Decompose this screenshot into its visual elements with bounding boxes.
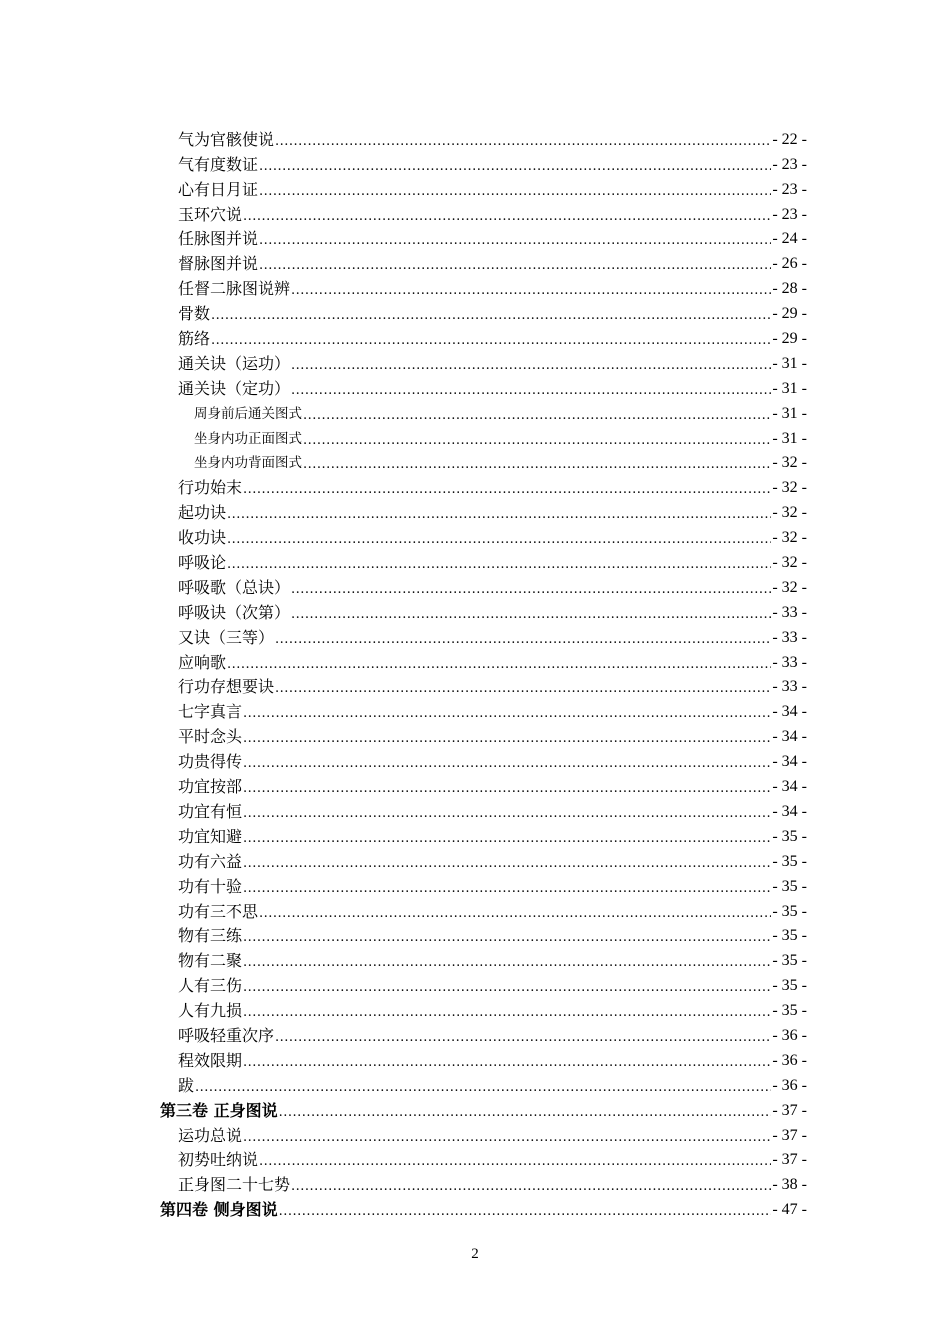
toc-entry-page: - 47 -: [772, 1201, 807, 1219]
toc-entry-title: 任督二脉图说辨: [178, 279, 291, 299]
toc-entry-title: 功贵得传: [178, 752, 243, 772]
dot-leader: [227, 508, 771, 522]
toc-entry-page: - 31 -: [772, 379, 807, 397]
toc-entry-page: - 35 -: [772, 902, 807, 920]
dot-leader: [243, 832, 771, 846]
toc-entry-title: 第四卷 侧身图说: [160, 1200, 278, 1220]
toc-entry-page: - 36 -: [772, 1026, 807, 1044]
toc-entry[interactable]: [160, 696, 807, 721]
toc-entry[interactable]: [160, 597, 807, 622]
dot-leader: [211, 334, 771, 348]
toc-entry-title: 跋: [178, 1075, 195, 1095]
toc-entry-title: 功有六益: [178, 851, 243, 871]
toc-entry-page: - 33 -: [772, 628, 807, 646]
toc-entry-page: - 32 -: [772, 578, 807, 596]
toc-entry[interactable]: [160, 1145, 807, 1170]
toc-entry-page: - 35 -: [772, 977, 807, 995]
dot-leader: [303, 434, 771, 448]
dot-leader: [259, 185, 771, 199]
toc-entry-title: 功有三不思: [178, 901, 259, 921]
toc-entry[interactable]: [160, 124, 807, 149]
dot-leader: [227, 558, 771, 572]
toc-entry[interactable]: [160, 945, 807, 970]
dot-leader: [259, 234, 771, 248]
toc-entry-page: - 22 -: [772, 130, 807, 148]
toc-entry[interactable]: [160, 796, 807, 821]
dot-leader: [243, 857, 771, 871]
toc-entry-page: - 34 -: [772, 728, 807, 746]
toc-entry-page: - 35 -: [772, 952, 807, 970]
toc-entry-title: 程效限期: [178, 1050, 243, 1070]
toc-entry-page: - 34 -: [772, 802, 807, 820]
toc-subsection-entry[interactable]: [160, 423, 807, 448]
toc-entry[interactable]: [160, 373, 807, 398]
toc-entry-title: 行功始末: [178, 478, 243, 498]
toc-entry-title: 人有九损: [178, 1001, 243, 1021]
dot-leader: [275, 135, 771, 149]
toc-entry-page: - 32 -: [772, 554, 807, 572]
toc-entry-page: - 32 -: [772, 479, 807, 497]
toc-entry-title: 筋络: [178, 329, 211, 349]
toc-entry-page: - 33 -: [772, 678, 807, 696]
toc-entry[interactable]: [160, 970, 807, 995]
toc-entry-page: - 31 -: [772, 404, 807, 422]
dot-leader: [243, 807, 771, 821]
table-of-contents: [160, 124, 807, 1219]
toc-entry[interactable]: [160, 547, 807, 572]
toc-entry-title: 物有二聚: [178, 951, 243, 971]
dot-leader: [243, 707, 771, 721]
dot-leader: [291, 583, 771, 597]
toc-entry-page: - 26 -: [772, 255, 807, 273]
dot-leader: [195, 1081, 771, 1095]
toc-entry-title: 初势吐纳说: [178, 1150, 259, 1170]
toc-entry-title: 呼吸轻重次序: [178, 1025, 275, 1045]
toc-entry-title: 行功存想要诀: [178, 677, 275, 697]
toc-entry-title: 功宜按部: [178, 777, 243, 797]
toc-entry[interactable]: [160, 149, 807, 174]
toc-entry[interactable]: [160, 1169, 807, 1194]
toc-entry[interactable]: [160, 896, 807, 921]
toc-entry[interactable]: [160, 821, 807, 846]
toc-entry-page: - 33 -: [772, 603, 807, 621]
toc-entry-title: 起功诀: [178, 503, 227, 523]
dot-leader: [259, 259, 771, 273]
toc-entry[interactable]: [160, 622, 807, 647]
toc-entry-title: 应响歌: [178, 652, 227, 672]
toc-entry[interactable]: [160, 1045, 807, 1070]
toc-entry-title: 功有十验: [178, 876, 243, 896]
toc-entry-page: - 24 -: [772, 230, 807, 248]
toc-entry-page: - 23 -: [772, 180, 807, 198]
dot-leader: [275, 633, 771, 647]
toc-entry-page: - 28 -: [772, 280, 807, 298]
dot-leader: [243, 782, 771, 796]
toc-entry-page: - 36 -: [772, 1051, 807, 1069]
toc-entry-title: 气有度数证: [178, 154, 259, 174]
toc-entry[interactable]: [160, 248, 807, 273]
toc-entry-page: - 23 -: [772, 155, 807, 173]
dot-leader: [211, 309, 771, 323]
toc-entry-page: - 32 -: [772, 504, 807, 522]
toc-entry[interactable]: [160, 721, 807, 746]
toc-entry[interactable]: [160, 1020, 807, 1045]
toc-entry[interactable]: [160, 771, 807, 796]
toc-entry-page: - 32 -: [772, 529, 807, 547]
toc-entry-page: - 33 -: [772, 653, 807, 671]
toc-entry[interactable]: [160, 348, 807, 373]
dot-leader: [243, 483, 771, 497]
toc-entry-page: - 35 -: [772, 877, 807, 895]
toc-entry-title: 功宜有恒: [178, 801, 243, 821]
toc-entry-title: 骨数: [178, 304, 211, 324]
dot-leader: [291, 608, 771, 622]
toc-entry[interactable]: [160, 921, 807, 946]
toc-entry-title: 呼吸诀（次第）: [178, 602, 291, 622]
toc-entry[interactable]: [160, 323, 807, 348]
dot-leader: [279, 1205, 772, 1219]
dot-leader: [227, 658, 771, 672]
toc-chapter-entry[interactable]: [160, 1194, 807, 1219]
toc-entry-page: - 35 -: [772, 927, 807, 945]
toc-entry[interactable]: [160, 572, 807, 597]
toc-entry-title: 七字真言: [178, 702, 243, 722]
dot-leader: [243, 1056, 771, 1070]
toc-entry-page: - 36 -: [772, 1076, 807, 1094]
dot-leader: [291, 284, 771, 298]
dot-leader: [275, 1031, 771, 1045]
toc-entry-title: 物有三练: [178, 926, 243, 946]
dot-leader: [291, 384, 771, 398]
toc-entry-page: - 37 -: [772, 1126, 807, 1144]
toc-entry-page: - 23 -: [772, 205, 807, 223]
toc-entry[interactable]: [160, 871, 807, 896]
toc-entry-title: 督脉图并说: [178, 254, 259, 274]
dot-leader: [303, 409, 771, 423]
toc-entry[interactable]: [160, 273, 807, 298]
toc-entry-page: - 38 -: [772, 1176, 807, 1194]
dot-leader: [275, 682, 771, 696]
toc-entry-title: 玉环穴说: [178, 204, 243, 224]
toc-entry-page: - 31 -: [772, 354, 807, 372]
toc-entry-page: - 29 -: [772, 330, 807, 348]
dot-leader: [259, 160, 771, 174]
toc-entry-page: - 35 -: [772, 1002, 807, 1020]
toc-entry[interactable]: [160, 298, 807, 323]
toc-entry[interactable]: [160, 497, 807, 522]
toc-entry-title: 气为官骸使说: [178, 129, 275, 149]
toc-entry[interactable]: [160, 647, 807, 672]
toc-entry[interactable]: [160, 522, 807, 547]
toc-entry-title: 呼吸论: [178, 553, 227, 573]
dot-leader: [243, 981, 771, 995]
toc-entry[interactable]: [160, 846, 807, 871]
toc-entry-title: 运功总说: [178, 1125, 243, 1145]
dot-leader: [291, 1180, 771, 1194]
toc-entry-title: 平时念头: [178, 727, 243, 747]
dot-leader: [243, 210, 771, 224]
toc-entry-title: 呼吸歌（总诀）: [178, 577, 291, 597]
toc-entry[interactable]: [160, 224, 807, 249]
toc-entry-page: - 31 -: [772, 429, 807, 447]
dot-leader: [227, 533, 771, 547]
toc-entry-page: - 37 -: [772, 1101, 807, 1119]
dot-leader: [243, 1006, 771, 1020]
toc-entry-page: - 37 -: [772, 1151, 807, 1169]
dot-leader: [279, 1106, 772, 1120]
dot-leader: [243, 732, 771, 746]
toc-chapter-entry[interactable]: [160, 1095, 807, 1120]
toc-entry-title: 任脉图并说: [178, 229, 259, 249]
toc-entry-title: 收功诀: [178, 528, 227, 548]
toc-entry-title: 又诀（三等）: [178, 627, 275, 647]
toc-entry-page: - 32 -: [772, 454, 807, 472]
dot-leader: [259, 1155, 771, 1169]
toc-entry-page: - 29 -: [772, 305, 807, 323]
toc-entry-title: 人有三伤: [178, 976, 243, 996]
toc-entry-page: - 35 -: [772, 852, 807, 870]
toc-entry-title: 坐身内功正面图式: [194, 430, 302, 447]
toc-entry-title: 坐身内功背面图式: [194, 455, 302, 472]
toc-entry-title: 周身前后通关图式: [194, 405, 302, 422]
toc-entry-page: - 35 -: [772, 827, 807, 845]
toc-entry[interactable]: [160, 199, 807, 224]
toc-entry-page: - 34 -: [772, 778, 807, 796]
toc-entry-title: 第三卷 正身图说: [160, 1100, 278, 1120]
page-number-footer: 2: [471, 1246, 479, 1262]
toc-entry[interactable]: [160, 1070, 807, 1095]
toc-entry[interactable]: [160, 472, 807, 497]
dot-leader: [243, 956, 771, 970]
toc-entry[interactable]: [160, 746, 807, 771]
toc-entry-page: - 34 -: [772, 703, 807, 721]
dot-leader: [243, 1131, 771, 1145]
dot-leader: [303, 458, 771, 472]
dot-leader: [243, 931, 771, 945]
toc-entry-title: 正身图二十七势: [178, 1175, 291, 1195]
toc-entry-title: 功宜知避: [178, 826, 243, 846]
dot-leader: [243, 757, 771, 771]
toc-subsection-entry[interactable]: [160, 448, 807, 473]
dot-leader: [291, 359, 771, 373]
toc-entry-title: 心有日月证: [178, 179, 259, 199]
toc-entry-title: 通关诀（运功）: [178, 353, 291, 373]
dot-leader: [259, 907, 771, 921]
toc-entry[interactable]: [160, 174, 807, 199]
dot-leader: [243, 882, 771, 896]
toc-subsection-entry[interactable]: [160, 398, 807, 423]
toc-entry[interactable]: [160, 1120, 807, 1145]
toc-entry-page: - 34 -: [772, 753, 807, 771]
toc-entry-title: 通关诀（定功）: [178, 378, 291, 398]
toc-entry[interactable]: [160, 672, 807, 697]
toc-entry[interactable]: [160, 995, 807, 1020]
